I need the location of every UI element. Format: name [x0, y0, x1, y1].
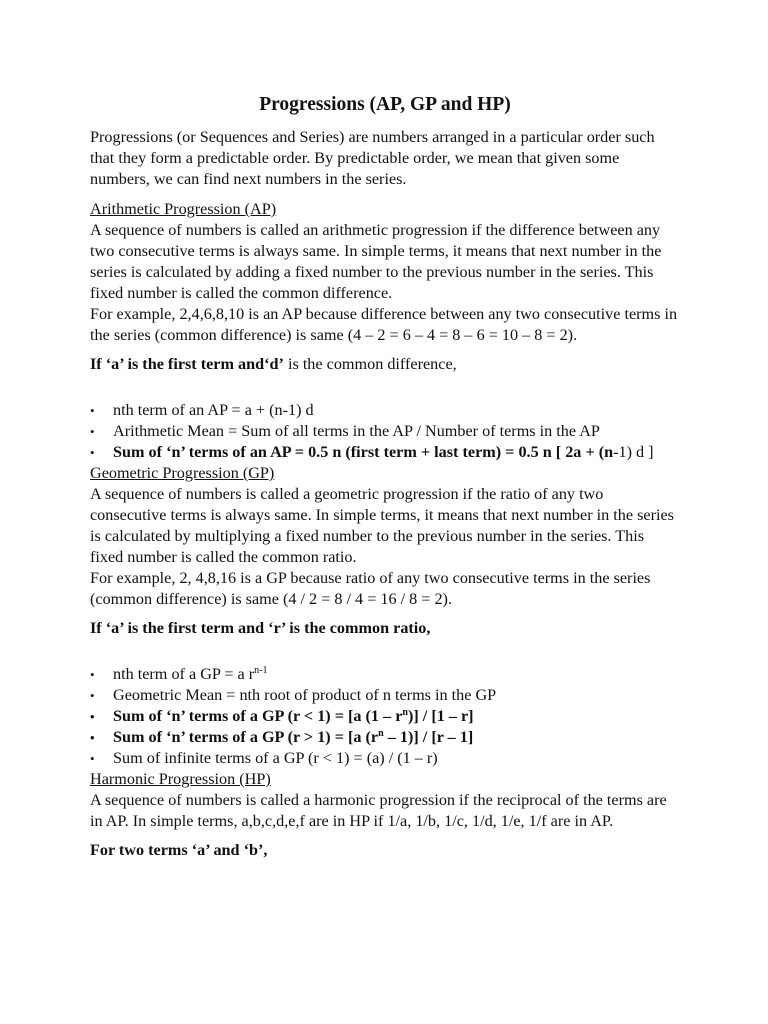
ap-example: For example, 2,4,6,8,10 is an AP because difference between any two consecutive terms in the series (common difference) is same (4 – 2 = 6 – 4 = 8 – 6 = 10 – 8 = 2). — [90, 305, 678, 344]
ap-formula-intro — [90, 354, 680, 375]
intro-paragraph: Progressions (or Sequences and Series) are numbers arranged in a particular order such that they form a predictable order. By predictable order, we mean that given some numbers, we can find next numbers in the series. — [90, 128, 655, 188]
ap-definition: A sequence of numbers is called an arithmetic progression if the difference between any two consecutive terms is always same. In simple terms, it means that next number in the series is calculated by adding a fixed number to the previous number in the series. This fixed number is called the common difference. — [90, 221, 662, 302]
hp-formula-intro: For two terms ‘a’ and ‘b’, — [90, 841, 268, 859]
page-title: Progressions (AP, GP and HP) — [259, 94, 511, 115]
gp-nth-term-exponent: n-1 — [254, 665, 268, 676]
gp-sum-lt-a: Sum of ‘n’ terms of a GP (r < 1) = [a (1 – r — [113, 707, 403, 725]
ap-sum-item — [90, 442, 680, 463]
document-page — [90, 92, 680, 886]
hp-heading: Harmonic Progression (HP) — [90, 770, 271, 788]
ap-heading: Arithmetic Progression (AP) — [90, 200, 277, 218]
ap-sum-rest: -1) d ] — [613, 443, 654, 461]
gp-sum-gt-a: Sum of ‘n’ terms of a GP (r > 1) = [a (r — [113, 728, 379, 746]
ap-mean-item: • Arithmetic Mean = Sum of all terms in the AP / Number of terms in the AP — [90, 421, 680, 442]
hp-section — [90, 769, 680, 861]
gp-example: For example, 2, 4,8,16 is a GP because ratio of any two consecutive terms in the series (common difference) is same (4 / 2 = 8 / 4 = 16 / 8 = 2). — [90, 569, 651, 608]
gp-sum-lt-b: )] / [1 – r] — [407, 707, 474, 725]
gp-formula-intro: If ‘a’ is the first term and ‘r’ is the common ratio, — [90, 619, 431, 637]
gp-nth-term-item — [90, 664, 680, 685]
gp-heading: Geometric Progression (GP) — [90, 464, 275, 482]
gp-formula-list — [90, 664, 680, 769]
gp-sum-lt-item — [90, 706, 680, 727]
gp-sum-gt-item — [90, 727, 680, 748]
ap-formula-intro-rest: is the common difference, — [283, 355, 457, 373]
hp-definition: A sequence of numbers is called a harmonic progression if the reciprocal of the terms are in AP. In simple terms, a,b,c,d,e,f are in HP if 1/a, 1/b, 1/c, 1/d, 1/e, 1/f are in AP. — [90, 791, 667, 830]
ap-formula-intro-bold: If ‘a’ is the first term and‘d’ — [90, 355, 284, 373]
gp-sum-gt-b: – 1)] / [r – 1] — [383, 728, 474, 746]
ap-sum-bold: Sum of ‘n’ terms of an AP = 0.5 n (first term + last term) = 0.5 n [ 2a + (n — [113, 443, 614, 461]
gp-mean-item: • Geometric Mean = nth root of product of n terms in the GP — [90, 685, 680, 706]
ap-nth-term-item: • nth term of an AP = a + (n-1) d — [90, 400, 680, 421]
gp-sum-gt-exponent: n — [378, 728, 384, 739]
ap-formula-list — [90, 400, 680, 463]
gp-section — [90, 463, 680, 769]
gp-nth-term-text: nth term of a GP = a r — [113, 665, 255, 683]
ap-section — [90, 199, 680, 463]
gp-definition: A sequence of numbers is called a geometric progression if the ratio of any two consecutive terms is always same. In simple terms, it means that next number in the series is calculated by multiplying a fixed number to the previous number in the series. This fixed number is called the common ratio. — [90, 485, 674, 566]
gp-sum-lt-exponent: n — [402, 707, 408, 718]
gp-infinite-sum-item: • Sum of infinite terms of a GP (r < 1) = (a) / (1 – r) — [90, 748, 680, 769]
